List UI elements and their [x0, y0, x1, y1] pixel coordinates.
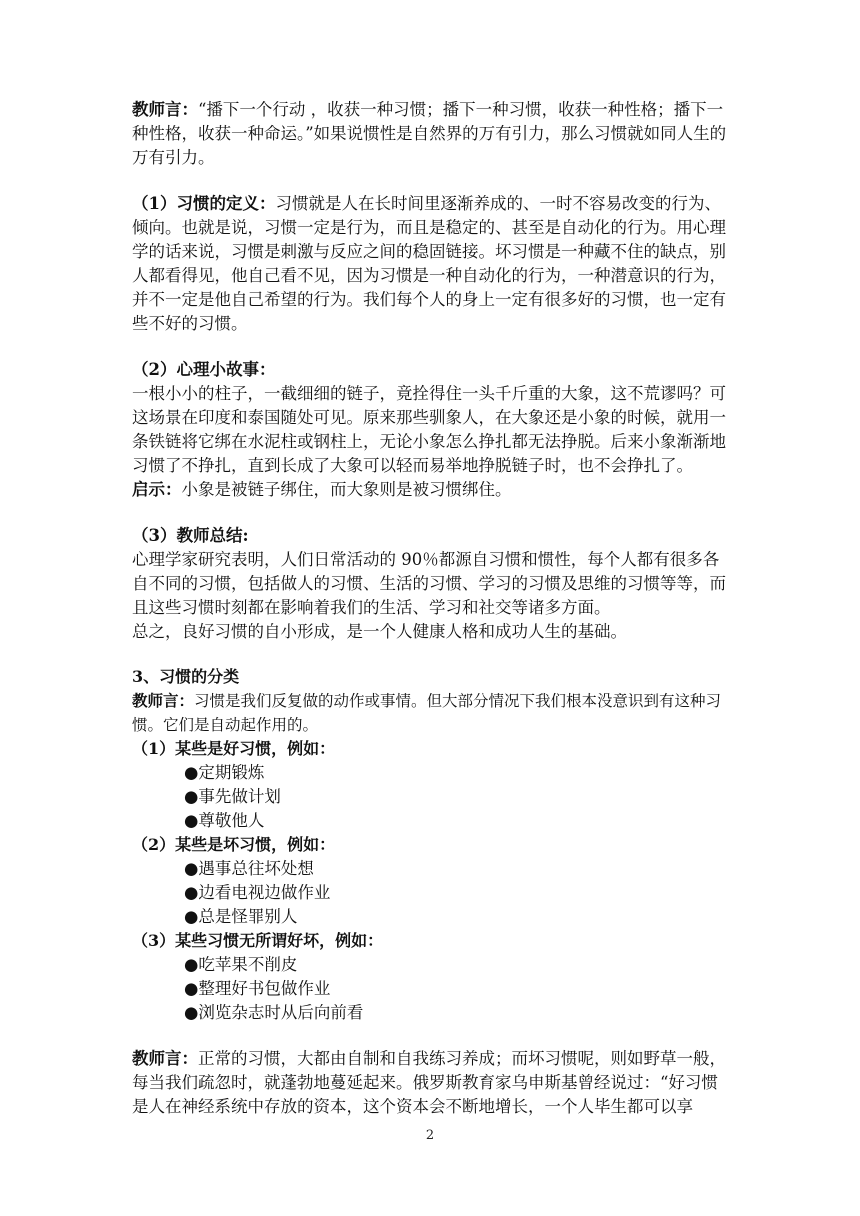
spacer — [132, 502, 732, 524]
spacer — [132, 644, 732, 665]
closing-paragraph — [132, 1047, 732, 1119]
insight-paragraph — [132, 478, 732, 502]
list-item: ●浏览杂志时从后向前看 — [184, 1003, 364, 1022]
classification-label: 教师言： — [132, 691, 195, 710]
list-item: ●边看电视边做作业 — [184, 883, 331, 902]
definition-paragraph — [132, 192, 732, 336]
list-item: ●总是怪罪别人 — [184, 907, 298, 926]
group-title: （3）某些习惯无所谓好坏，例如： — [132, 931, 384, 950]
spacer — [132, 336, 732, 358]
list-item: ●尊敬他人 — [184, 811, 265, 830]
intro-paragraph — [132, 98, 732, 170]
intro-label: 教师言： — [132, 100, 198, 119]
story-text: 一根小小的柱子，一截细细的链子，竟拴得住一头千斤重的大象，这不荒谬吗？可这场景在印度和泰国随处可见。原来那些驯象人，在大象还是小象的时候，就用一条铁链将它绑在水泥柱或钢柱上，无论小象怎么挣扎都无法挣脱。后来小象渐渐地习惯了不挣扎，直到长成了大象可以轻而易举地挣脱链子时，也不会挣扎了。 — [132, 384, 726, 475]
group-title: （2）某些是坏习惯，例如： — [132, 835, 336, 854]
summary-conclusion: 总之，良好习惯的自小形成，是一个人健康人格和成功人生的基础。 — [132, 622, 627, 641]
classification-paragraph — [132, 689, 732, 737]
story-heading: （2）心理小故事： — [132, 360, 276, 379]
page-number: 2 — [425, 1128, 435, 1143]
section-heading: 3、习惯的分类 — [132, 667, 240, 686]
definition-label: （1）习惯的定义： — [132, 194, 276, 213]
list-item: ●事先做计划 — [184, 787, 281, 806]
classification-text: 习惯是我们反复做的动作或事情。但大部分情况下我们根本没意识到有这种习惯。它们是自动起作用的。 — [132, 692, 722, 734]
intro-text: “播下一个行动 ，收获一种习惯；播下一种习惯，收获一种性格；播下一种性格，收获一种命运。”如果说惯性是自然界的万有引力，那么习惯就如同人生的万有引力。 — [132, 100, 727, 167]
spacer — [132, 1025, 732, 1047]
closing-text: 正常的习惯，大都由自制和自我练习养成；而坏习惯呢，则如野草一般，每当我们疏忽时，就蓬勃地蔓延起来。俄罗斯教育家乌申斯基曾经说过：“好习惯是人在神经系统中存放的资本，这个资本会不断地增长，一个人毕生都可以享 — [132, 1049, 726, 1116]
insight-label: 启示： — [132, 480, 182, 499]
page-body — [132, 98, 732, 1119]
list-item: ●遇事总往坏处想 — [184, 859, 314, 878]
spacer — [132, 170, 732, 192]
summary-text: 心理学家研究表明，人们日常活动的 90％都源自习惯和惯性，每个人都有很多各自不同的习惯，包括做人的习惯、生活的习惯、学习的习惯及思维的习惯等等，而且这些习惯时刻都在影响着我们的生活、学习和社交等诸多方面。 — [132, 550, 726, 617]
summary-heading: （3）教师总结: — [132, 526, 249, 545]
closing-label: 教师言： — [132, 1049, 198, 1068]
insight-text: 小象是被链子绑住，而大象则是被习惯绑住。 — [181, 480, 512, 499]
definition-text: 习惯就是人在长时间里逐渐养成的、一时不容易改变的行为、倾向。也就是说，习惯一定是行为，而且是稳定的、甚至是自动化的行为。用心理学的话来说，习惯是刺激与反应之间的稳固链接。坏习惯是一种藏不住的缺点，别人都看得见，他自己看不见，因为习惯是一种自动化的行为，一种潜意识的行为，并不一定是他自己希望的行为。我们每个人的身上一定有很多好的习惯，也一定有些不好的习惯。 — [132, 194, 726, 333]
list-item: ●吃苹果不削皮 — [184, 955, 298, 974]
list-item: ●整理好书包做作业 — [184, 979, 331, 998]
group-title: （1）某些是好习惯，例如： — [132, 739, 336, 758]
list-item: ●定期锻炼 — [184, 763, 265, 782]
